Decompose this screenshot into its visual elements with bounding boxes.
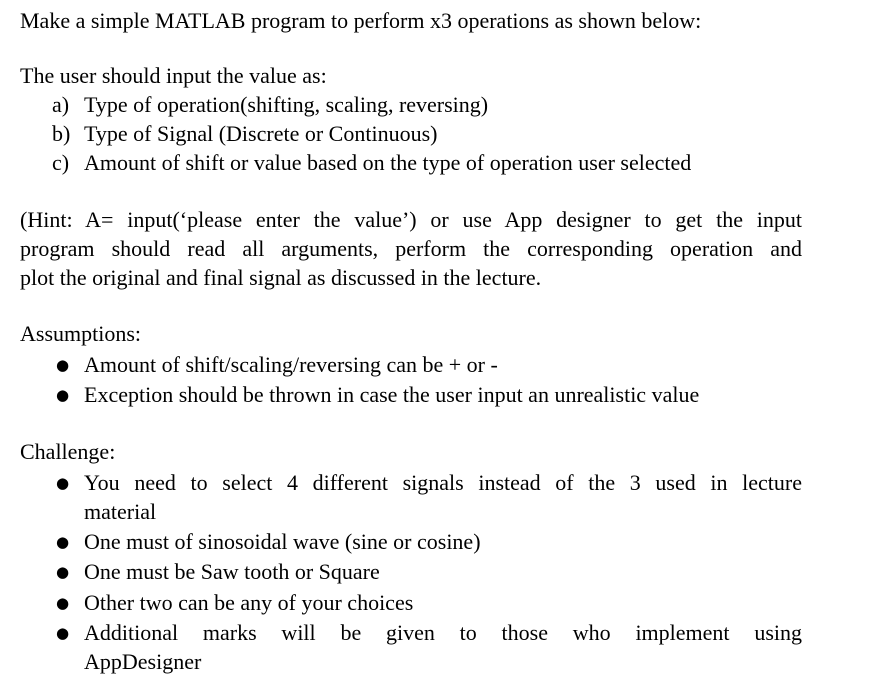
input-item-operation-type: Type of operation(shifting, scaling, reversing)	[84, 92, 489, 117]
challenge-item-sawtooth: One must be Saw tooth or Square	[84, 559, 380, 584]
challenge-heading: Challenge:	[20, 439, 116, 464]
challenge-item-sinusoid: One must of sinosoidal wave (sine or cosine)	[84, 529, 481, 554]
assumption-item-exception: Exception should be thrown in case the user input an unrealistic value	[84, 382, 700, 407]
bullet-icon: ●	[56, 356, 70, 374]
assumptions-heading: Assumptions:	[20, 321, 142, 346]
bullet-icon: ●	[56, 533, 70, 551]
challenge-item-appdesigner-line-2: AppDesigner	[84, 649, 202, 674]
bullet-icon: ●	[56, 624, 70, 642]
input-item-amount: Amount of shift or value based on the type of operation user selected	[84, 150, 692, 175]
list-marker-b: b)	[52, 121, 71, 146]
input-heading: The user should input the value as:	[20, 63, 327, 88]
bullet-icon: ●	[56, 594, 70, 612]
bullet-icon: ●	[56, 563, 70, 581]
challenge-item-signals-line-1: You need to select 4 different signals instead of the 3 used in lecture	[84, 470, 802, 495]
input-item-signal-type: Type of Signal (Discrete or Continuous)	[84, 121, 438, 146]
assumption-item-sign: Amount of shift/scaling/reversing can be + or -	[84, 352, 498, 377]
challenge-item-appdesigner-line-1: Additional marks will be given to those who implement using	[84, 620, 802, 645]
hint-line-2: program should read all arguments, perform the corresponding operation and	[20, 236, 802, 261]
challenge-item-other-two: Other two can be any of your choices	[84, 590, 414, 615]
bullet-icon: ●	[56, 386, 70, 404]
list-marker-c: c)	[52, 150, 70, 175]
intro-text: Make a simple MATLAB program to perform x3 operations as shown below:	[20, 8, 702, 33]
challenge-item-signals-line-2: material	[84, 499, 157, 524]
hint-line-3: plot the original and final signal as discussed in the lecture.	[20, 265, 542, 290]
hint-line-1: (Hint: A= input(‘please enter the value’) or use App designer to get the input	[20, 207, 802, 232]
list-marker-a: a)	[52, 92, 70, 117]
bullet-icon: ●	[56, 474, 70, 492]
